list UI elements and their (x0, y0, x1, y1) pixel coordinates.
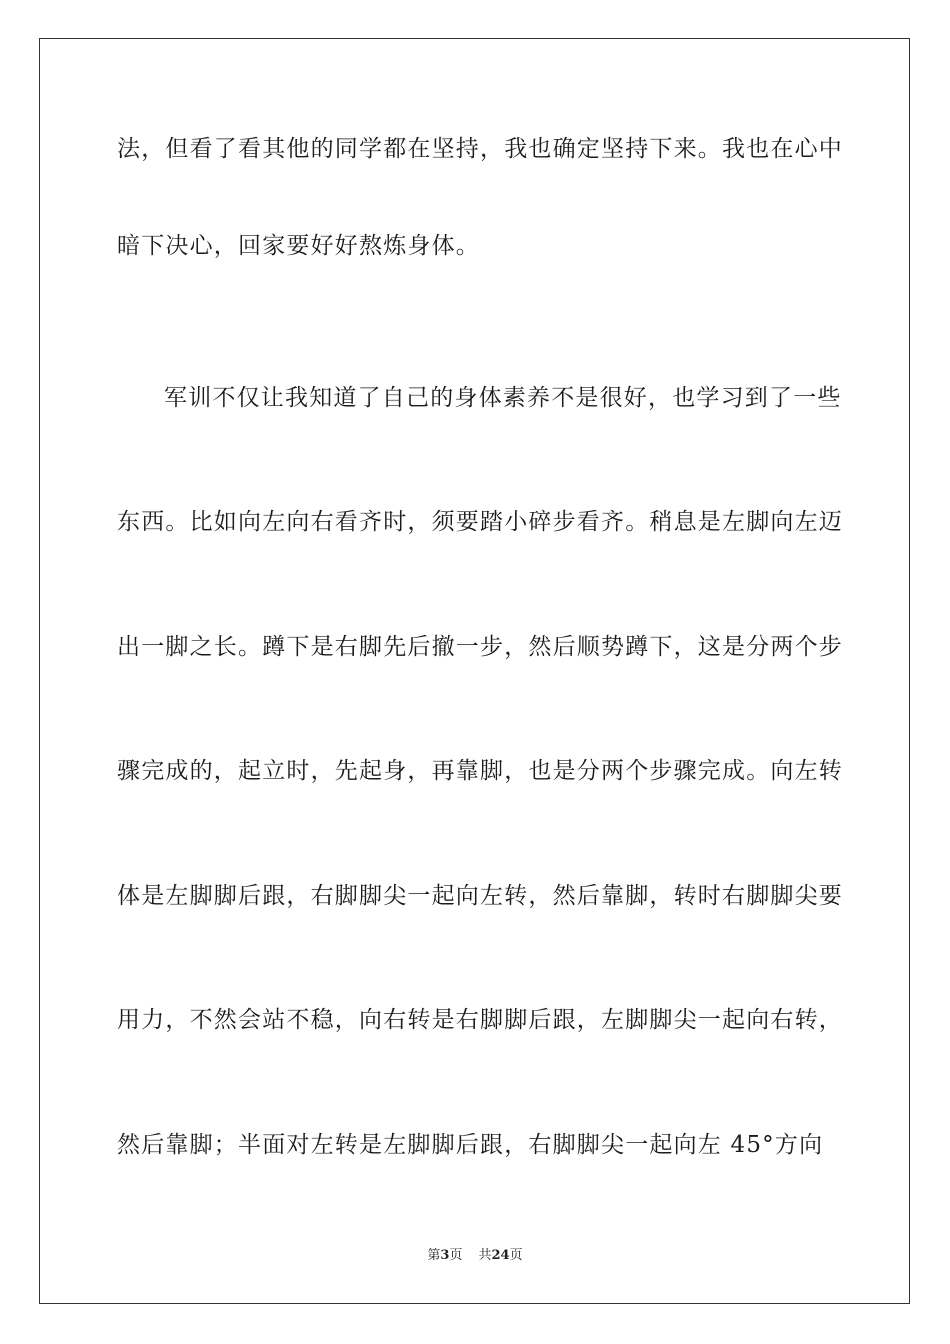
paragraph-line: 然后靠脚；半面对左转是左脚脚后跟，右脚脚尖一起向左 45°方向 (117, 1132, 824, 1158)
total-prefix: 共 (478, 1248, 492, 1263)
page-suffix: 页 (449, 1248, 463, 1263)
paragraph-line: 骤完成的，起立时，先起身，再靠脚，也是分两个步骤完成。向左转 (117, 758, 843, 784)
page-prefix: 第 (427, 1248, 441, 1263)
paragraph-line: 军训不仅让我知道了自己的身体素养不是很好，也学习到了一些 (164, 385, 842, 411)
paragraph-line: 暗下决心，回家要好好熬炼身体。 (117, 233, 480, 259)
total-indicator (478, 1247, 522, 1265)
paragraph-line: 出一脚之长。蹲下是右脚先后撤一步，然后顺势蹲下，这是分两个步 (117, 634, 843, 660)
paragraph-line: 东西。比如向左向右看齐时，须要踏小碎步看齐。稍息是左脚向左迈 (117, 509, 843, 535)
paragraph-line: 用力，不然会站不稳，向右转是右脚脚后跟，左脚脚尖一起向右转， (117, 1007, 843, 1033)
paragraph-line: 法，但看了看其他的同学都在坚持，我也确定坚持下来。我也在心中 (117, 136, 843, 162)
page-indicator (427, 1247, 462, 1265)
total-pages: 24 (491, 1248, 510, 1263)
page-border (39, 38, 910, 1304)
page-number: 3 (440, 1248, 450, 1263)
paragraph-line: 体是左脚脚后跟，右脚脚尖一起向左转，然后靠脚，转时右脚脚尖要 (117, 883, 843, 909)
page-footer (0, 1247, 950, 1265)
total-suffix: 页 (509, 1248, 523, 1263)
